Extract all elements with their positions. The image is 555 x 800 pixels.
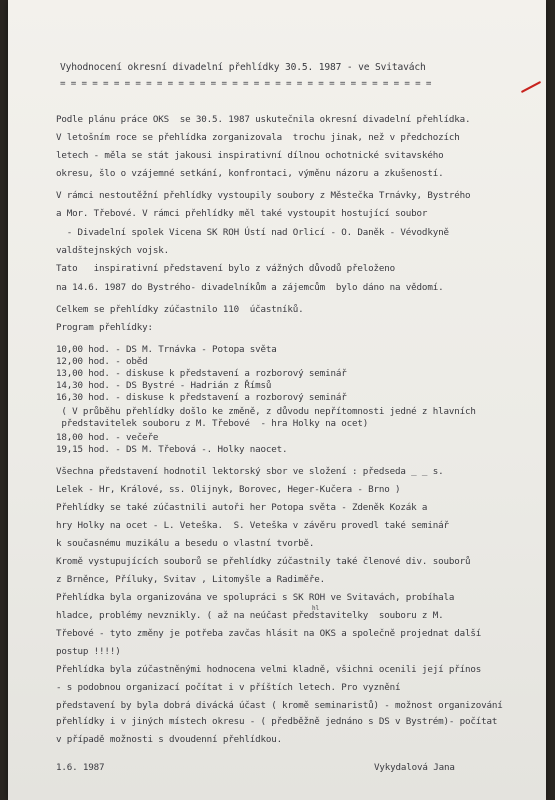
text-line: přehlídky i v jiných místech okresu - ( předběžně jednáno s DS v Bystrém)- počítat — [56, 716, 498, 727]
document-date: 1.6. 1987 — [56, 762, 105, 773]
text-line: představení by byla dobrá divácká účast ( kromě seminaristů) - možnost organizování — [56, 700, 503, 711]
insert-note: hl — [312, 605, 319, 612]
text-line: - Divadelní spolek Vicena SK ROH Ústí nad Orlicí - O. Daněk - Vévodkyně — [56, 227, 449, 238]
program-heading: Program přehlídky: — [56, 322, 153, 333]
title-underline: = = = = = = = = = = = = = = = = = = = = = = = = = = = = = = = = = = = — [60, 78, 432, 89]
text-line: V letošním roce se přehlídka zorganizovala trochu jinak, než v předchozích — [56, 132, 460, 143]
program-item: 12,00 hod. - oběd — [56, 356, 148, 367]
program-item: 16,30 hod. - diskuse k představení a rozborový seminář — [56, 392, 347, 403]
text-line: Lelek - Hr, Králové, ss. Olijnyk, Borovec, Heger-Kučera - Brno ) — [56, 484, 401, 495]
text-line: Třebové - tyto změny je potřeba zavčas hlásit na OKS a společně projednat další — [56, 628, 482, 639]
text-line: hladce, problémy nevznikly. ( až na neúčast představitelky souboru z M. — [56, 610, 444, 621]
text-line: Podle plánu práce OKS se 30.5. 1987 uskutečnila okresní divadelní přehlídka. — [56, 114, 471, 125]
text-line: Přehlídky se také zúčastnili autoři her Potopa světa - Zdeněk Kozák a — [56, 502, 428, 513]
red-pen-mark — [521, 81, 541, 93]
text-line: V rámci nestoutěžní přehlídky vystoupily soubory z Městečka Trnávky, Bystrého — [56, 190, 471, 201]
text-line: Přehlídka byla zúčastněnými hodnocena velmi kladně, všichni ocenili její přínos — [56, 664, 482, 675]
text-line: - s podobnou organizací počítat i v příštích letech. Pro vyznění — [56, 682, 401, 693]
text-line: okresu, šlo o vzájemné setkání, konfrontaci, výměnu názoru a zkušeností. — [56, 168, 444, 179]
document-page — [8, 0, 546, 800]
program-item: 14,30 hod. - DS Bystré - Hadrián z Římsů — [56, 380, 272, 391]
text-line: v případě možnosti s dvoudenní přehlídkou. — [56, 734, 283, 745]
text-line: valdštejnských vojsk. — [56, 245, 170, 256]
program-note: ( V průběhu přehlídky došlo ke změně, z důvodu nepřítomnosti jedné z hlavních — [56, 406, 476, 417]
text-line: Tato inspirativní představení bylo z vážných důvodů přeloženo — [56, 263, 396, 274]
text-line: k současnému muzikálu a besedu o vlastní tvorbě. — [56, 538, 315, 549]
program-item: 18,00 hod. - večeře — [56, 432, 159, 443]
text-line: postup !!!!) — [56, 646, 121, 657]
program-item: 10,00 hod. - DS M. Trnávka - Potopa světa — [56, 344, 277, 355]
signature-name: Vykydalová Jana — [374, 762, 455, 773]
text-line: na 14.6. 1987 do Bystrého- divadelníkům a zájemcům bylo dáno na vědomí. — [56, 282, 444, 293]
text-line: Všechna představení hodnotil lektorský sbor ve složení : předseda _ _ s. — [56, 466, 444, 477]
text-line: letech - měla se stát jakousi inspirativní dílnou ochotnické svitavského — [56, 150, 444, 161]
text-line: a Mor. Třebové. V rámci přehlídky měl také vystoupit hostující soubor — [56, 208, 428, 219]
program-note: představitelek souboru z M. Třebové - hra Holky na ocet) — [56, 418, 369, 429]
text-line: Přehlídka byla organizována ve spolupráci s SK ROH ve Svitavách, probíhala — [56, 592, 455, 603]
text-line: Kromě vystupujících souborů se přehlídky zúčastnily také členové div. souborů — [56, 556, 471, 567]
program-item: 19,15 hod. - DS M. Třebová -. Holky naocet. — [56, 444, 288, 455]
text-line: Celkem se přehlídky zúčastnilo 110 účastníků. — [56, 304, 304, 315]
document-title: Vyhodnocení okresní divadelní přehlídky 30.5. 1987 - ve Svitavách — [60, 62, 426, 73]
text-line: hry Holky na ocet - L. Veteška. S. Veteška v závěru provedl také seminář — [56, 520, 449, 531]
text-line: z Brněnce, Příluky, Svitav , Litomyšle a Radiměře. — [56, 574, 326, 585]
program-item: 13,00 hod. - diskuse k představení a rozborový seminář — [56, 368, 347, 379]
